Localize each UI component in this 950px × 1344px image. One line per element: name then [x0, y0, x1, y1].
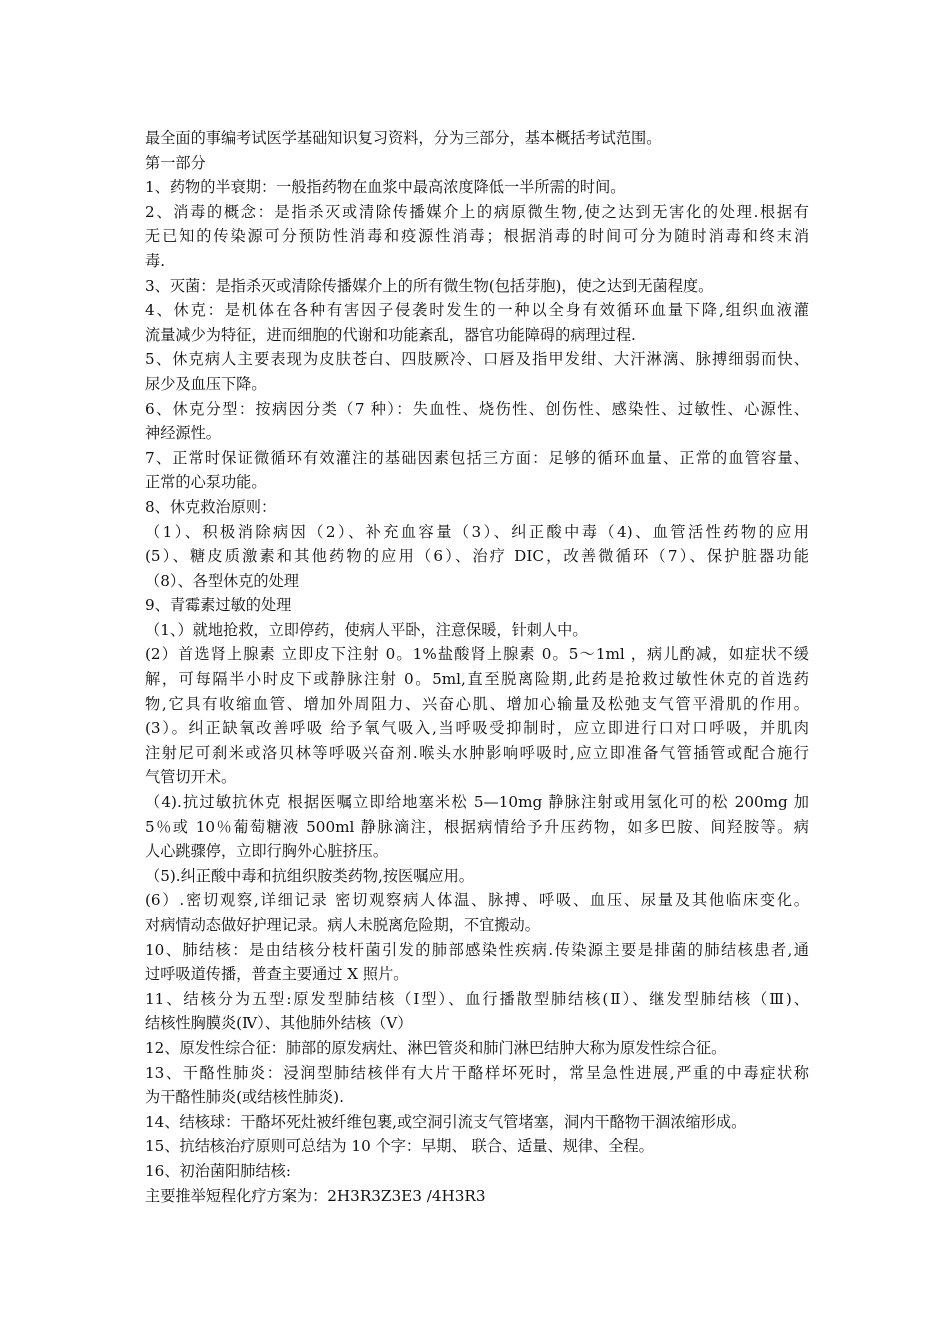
- text-line: 11、结核分为五型:原发型肺结核（Ⅰ型）、血行播散型肺结核(Ⅱ）、继发型肺结核（Ⅲ)、: [145, 989, 809, 1008]
- text-line: 主要推举短程化疗方案为：2H3R3Z3E3 /4H3R3: [145, 1186, 486, 1205]
- text-line: (3）。纠正缺氧改善呼吸 给予氧气吸入,当呼吸受抑制时，应立即进行口对口呼吸，并肌肉: [145, 719, 809, 738]
- text-line: 结核性胸膜炎(Ⅳ）、其他肺外结核（Ⅴ）: [145, 1014, 413, 1033]
- text-line: 9、青霉素过敏的处理: [145, 596, 292, 615]
- text-line: 12、原发性综合征：肺部的原发病灶、淋巴管炎和肺门淋巴结肿大称为原发性综合征。: [145, 1038, 727, 1057]
- text-line: 8、休克救治原则：: [145, 497, 277, 516]
- text-line: 第一部分: [145, 153, 206, 172]
- text-line: 人心跳骤停，立即行胸外心脏挤压。: [145, 842, 388, 861]
- text-line: 2、消毒的概念：是指杀灭或清除传播媒介上的病原微生物,使之达到无害化的处理.根据有: [145, 202, 809, 221]
- text-line: (6）.密切观察,详细记录 密切观察病人体温、脉搏、呼吸、血压、尿量及其他临床变化。: [145, 891, 809, 910]
- text-line: (5）、糖皮质激素和其他药物的应用（6）、治疗 DIC，改善微循环（7）、保护脏器功能: [145, 547, 809, 566]
- text-line: 5％或 10％葡萄糖液 500ml 静脉滴注，根据病情给予升压药物，如多巴胺、间羟胺等。病: [145, 817, 809, 836]
- text-line: 神经源性。: [145, 424, 221, 443]
- text-line: 6、休克分型：按病因分类（7 种）：失血性、烧伤性、创伤性、感染性、过敏性、心源性、: [145, 399, 809, 418]
- text-line: 对病情动态做好护理记录。病人未脱离危险期，不宜搬动。: [145, 916, 540, 934]
- text-line: 5、休克病人主要表现为皮肤苍白、四肢厥冷、口唇及指甲发绀、大汗淋漓、脉搏细弱而快、: [145, 350, 809, 369]
- text-line: 无已知的传染源可分预防性消毒和疫源性消毒；根据消毒的时间可分为随时消毒和终末消: [145, 227, 809, 246]
- text-line: 7、正常时保证微循环有效灌注的基础因素包括三方面：足够的循环血量、正常的血管容量、: [145, 448, 809, 467]
- text-line: 为干酪性肺炎(或结核性肺炎).: [145, 1088, 344, 1107]
- text-line: 过呼吸道传播，普查主要通过 X 照片。: [145, 965, 409, 984]
- text-line: 15、抗结核治疗原则可总结为 10 个字：早期、 联合、适量、规律、全程。: [145, 1137, 654, 1156]
- text-line: (2）首选肾上腺素 立即皮下注射 0。1%盐酸肾上腺素 0。5～1ml ，病儿酌减，如症状不缓: [145, 645, 809, 664]
- text-line: 流量减少为特征，进而细胞的代谢和功能紊乱，器官功能障碍的病理过程.: [145, 325, 636, 344]
- text-line: 解，可每隔半小时皮下或静脉注射 0。5ml,直至脱离险期,此药是抢救过敏性休克的首选药: [145, 670, 809, 689]
- text-line: 气管切开术。: [145, 768, 237, 787]
- text-line: 毒.: [145, 251, 166, 270]
- text-line: （1）、积极消除病因（2）、补充血容量（3）、纠正酸中毒（4)、血管活性药物的应用: [145, 522, 809, 541]
- text-line: 3、灭菌：是指杀灭或清除传播媒介上的所有微生物(包括芽胞)，使之达到无菌程度。: [145, 276, 714, 295]
- text-line: 尿少及血压下降。: [145, 374, 267, 393]
- document-body: [145, 126, 809, 1208]
- text-line: 注射尼可刹米或洛贝林等呼吸兴奋剂.喉头水肿影响呼吸时,应立即准备气管插管或配合施行: [145, 743, 809, 762]
- text-line: 10、肺结核：是由结核分枝杆菌引发的肺部感染性疾病.传染源主要是排菌的肺结核患者,通: [145, 940, 809, 959]
- text-line: 1、药物的半衰期：一般指药物在血浆中最高浓度降低一半所需的时间。: [145, 178, 626, 197]
- text-line: 14、结核球：干酪坏死灶被纤维包裹,或空洞引流支气管堵塞，洞内干酪物干涸浓缩形成。: [145, 1112, 747, 1131]
- text-line: 16、初治菌阳肺结核:: [145, 1161, 291, 1180]
- text-line: （4).抗过敏抗休克 根据医嘱立即给地塞米松 5—10mg 静脉注射或用氢化可的松 200mg 加: [145, 793, 809, 812]
- text-line: （5).纠正酸中毒和抗组织胺类药物,按医嘱应用。: [145, 866, 474, 885]
- text-line: 正常的心泵功能。: [145, 473, 267, 492]
- text-line: （8）、各型休克的处理: [145, 571, 299, 590]
- text-line: 4、休克：是机体在各种有害因子侵袭时发生的一种以全身有效循环血量下降,组织血液灌: [145, 301, 809, 320]
- text-line: （1、）就地抢救，立即停药，使病人平卧，注意保暖，针刺人中。: [145, 620, 588, 639]
- text-line: 13、干酪性肺炎：浸润型肺结核伴有大片干酪样坏死时，常呈急性进展,严重的中毒症状称: [145, 1063, 809, 1082]
- text-line: 最全面的事编考试医学基础知识复习资料，分为三部分，基本概括考试范围。: [145, 129, 662, 147]
- text-line: 物,它具有收缩血管、增加外周阻力、兴奋心肌、增加心输量及松弛支气管平滑肌的作用。: [145, 694, 809, 713]
